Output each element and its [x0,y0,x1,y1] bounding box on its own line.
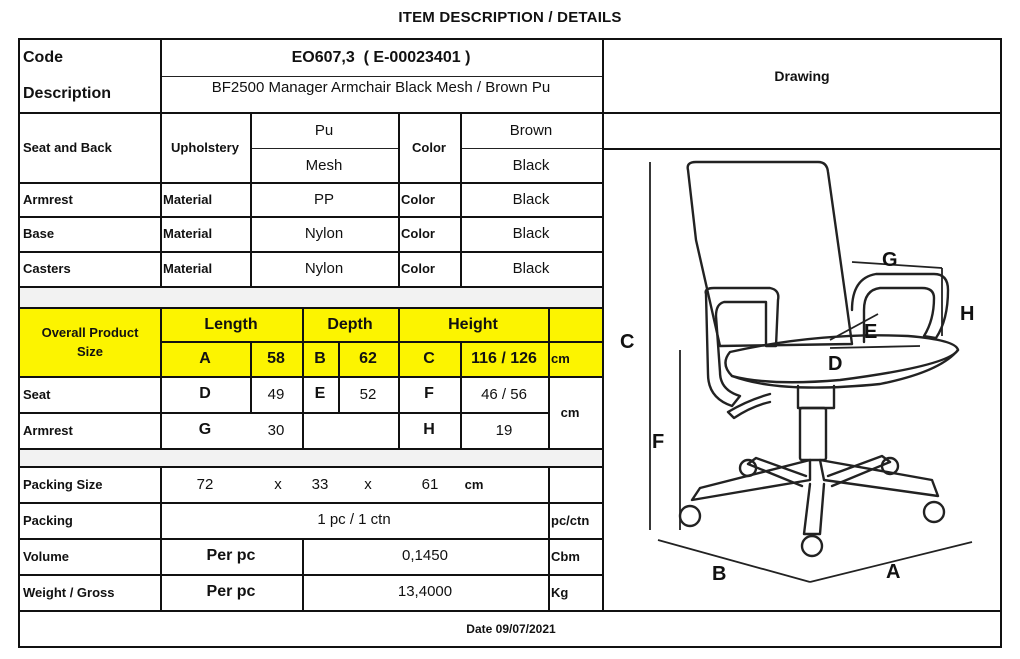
packing-dim-length: 72 [196,475,214,493]
spacer-band [20,449,602,466]
upholstery-value-2: Mesh [305,156,343,174]
drawing-label-e: E [864,321,878,343]
volume-value: 0,1450 [402,546,448,564]
drawing-label-d: D [828,353,843,375]
seat-back-color-1: Brown [509,121,553,139]
size-a-value: 58 [267,349,285,367]
chair-drawing [620,150,990,590]
size-f-value: 46 / 56 [481,385,527,403]
size-b-letter: B [314,349,326,367]
upholstery-label: Upholstery [171,139,239,155]
packing-dim-separator: x [364,475,372,493]
casters-label: Casters [23,261,71,276]
drawing-label-g: G [882,249,898,271]
casters-material: Nylon [304,260,344,277]
chair-backrest [688,162,852,346]
packing-size-label: Packing Size [23,476,103,492]
packing-value: 1 pc / 1 ctn [317,510,391,528]
size-c-letter: C [423,349,435,367]
volume-unit: Cbm [551,548,580,564]
packing-dim-height: 61 [421,475,439,493]
drawing-label-c: C [620,331,635,353]
drawing-label-f: F [652,431,665,453]
packing-unit: pc/ctn [551,512,590,528]
seat-dim-label: Seat [23,386,51,402]
size-unit: cm [551,351,570,366]
packing-size-unit: cm [464,476,484,492]
size-d-value: 49 [267,385,285,403]
drawing-label-a: A [886,561,901,583]
seat-back-label: Seat and Back [23,139,112,155]
armrest-label: Armrest [23,191,73,207]
armrest-material: PP [313,190,334,208]
length-label: Length [204,315,258,333]
date-footer: Date 09/07/2021 [466,622,556,636]
size-g-value: 30 [267,421,285,439]
size-e-value: 52 [359,385,377,403]
spacer-band [20,286,602,307]
packing-dim-width: 33 [311,475,329,493]
description-label: Description [23,85,112,102]
drawing-label: Drawing [774,68,830,84]
base-color-label: Color [401,226,435,241]
base-color: Black [512,225,550,242]
code-value: EO607,3 ( E-00023401 ) [291,49,471,66]
armrest-color-label: Color [401,191,435,207]
base-material-label: Material [163,226,213,241]
size-h-letter: H [423,421,435,438]
size-b-value: 62 [359,349,377,367]
size-f-letter: F [424,385,434,402]
chair-left-armrest [706,288,779,406]
volume-label: Volume [23,548,69,564]
base-label: Base [23,226,55,241]
weight-unit: Kg [551,584,569,600]
armrest-color: Black [512,190,550,208]
document-title: ITEM DESCRIPTION / DETAILS [398,9,622,26]
seat-back-color-2: Black [512,156,550,174]
casters-color: Black [512,260,550,277]
size-h-value: 19 [495,421,513,439]
packing-label: Packing [23,512,73,528]
casters-material-label: Material [163,261,213,276]
description-value: BF2500 Manager Armchair Black Mesh / Brown Pu [211,78,551,96]
height-label: Height [448,315,498,333]
seat-armrest-unit: cm [560,404,580,420]
size-g-letter: G [198,421,212,438]
drawing-label-b: B [712,563,727,585]
volume-per: Per pc [206,547,256,564]
casters-color-label: Color [401,261,435,276]
armrest-material-label: Material [163,191,213,207]
code-label: Code [23,49,63,66]
packing-dim-separator: x [274,475,282,493]
size-e-letter: E [314,385,326,402]
size-d-letter: D [199,385,211,402]
weight-per: Per pc [206,583,256,600]
upholstery-value-1: Pu [314,121,334,139]
weight-label: Weight / Gross [23,584,115,600]
base-material: Nylon [304,225,344,242]
armrest-dim-label: Armrest [23,422,73,438]
weight-value: 13,4000 [397,582,453,600]
size-c-value: 116 / 126 [471,349,537,367]
seat-back-color-label: Color [412,139,446,155]
depth-label: Depth [327,315,373,333]
drawing-label-h: H [960,303,975,325]
size-a-letter: A [199,349,211,367]
overall-size-label: Overall Product Size [41,325,139,359]
